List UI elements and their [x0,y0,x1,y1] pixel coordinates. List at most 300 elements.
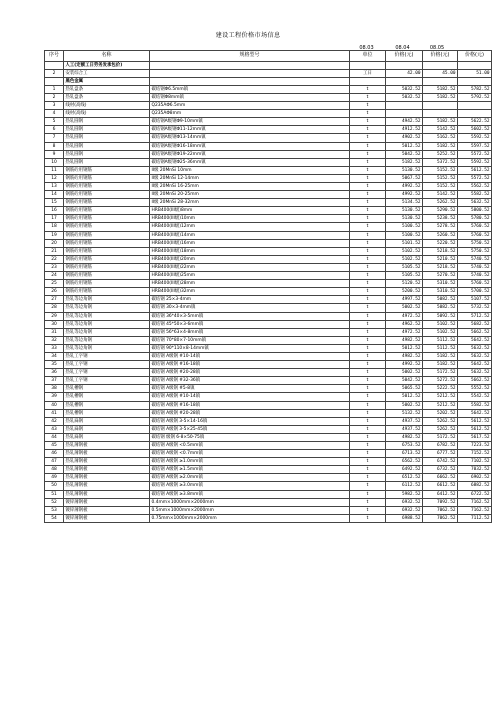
row-seq [45,61,64,69]
row-price-3: 5542.52 [458,393,492,401]
table-row [45,401,492,409]
row-price-1: 5002.52 [386,401,423,409]
row-price-2: 5152.52 [423,183,458,191]
row-price-3: 5750.52 [458,247,492,255]
row-spec: 碳结钢 A级钢 #16-18镇 [150,361,350,369]
row-unit: t [350,490,386,498]
row-price-1: 4937.52 [386,417,423,425]
row-price-3: 7032.52 [458,466,492,474]
row-unit: t [350,474,386,482]
row-name: 热轧工字钢 [64,361,150,369]
row-price-1: 6753.52 [386,442,423,450]
row-spec [150,69,350,77]
row-seq: 44 [45,433,64,441]
row-seq: 10 [45,158,64,166]
row-price-1: 5002.52 [386,369,423,377]
row-name: 热轧工字钢 [64,369,150,377]
row-price-1 [386,77,423,85]
row-price-1: 4992.52 [386,183,423,191]
row-name: 热轧圆钢 [64,158,150,166]
row-seq: 33 [45,344,64,352]
row-spec: 碳结钢 A级钢 #16-18镇 [150,401,350,409]
row-spec: 碳结钢 A级钢 #20-28镇 [150,369,350,377]
row-price-3: 5572.52 [458,150,492,158]
row-spec: HRB400(III级)10mm [150,215,350,223]
row-price-1: 4982.52 [386,433,423,441]
row-unit: t [350,482,386,490]
header-name: 名称 [64,51,150,62]
row-seq: 25 [45,280,64,288]
row-price-3: 5760.52 [458,280,492,288]
row-price-2: 5082.52 [423,296,458,304]
row-spec: Q235AΦ8mm [150,110,350,118]
row-seq: 8 [45,142,64,150]
row-name: 热轧扁钢 [64,425,150,433]
row-unit: t [350,320,386,328]
row-price-2: 45.00 [423,69,458,77]
row-unit: t [350,272,386,280]
row-unit: t [350,458,386,466]
row-seq [45,77,64,85]
row-price-3: 5612.52 [458,166,492,174]
row-name: 钢筋砼用钢筋 [64,288,150,296]
row-spec: II级 20MnSi 28-32mm [150,199,350,207]
row-price-2: 5202.52 [423,409,458,417]
row-name: 热轧薄钢板 [64,458,150,466]
row-name: 钢筋砼用钢筋 [64,223,150,231]
row-seq: 39 [45,393,64,401]
row-unit: 工日 [350,69,386,77]
row-unit: t [350,506,386,514]
table-row [45,393,492,401]
row-name: 热轧盘条 [64,93,150,101]
table-row [45,85,492,93]
table-row [45,110,492,118]
row-price-1: 5200.52 [386,288,423,296]
table-row [45,458,492,466]
row-seq: 34 [45,352,64,360]
row-spec: 碳结钢 A级钢 <0.5mm镇 [150,442,350,450]
row-name: 钢筋砼用钢筋 [64,231,150,239]
row-seq: 5 [45,118,64,126]
row-price-1: 6512.52 [386,474,423,482]
table-row [45,296,492,304]
row-name: 镀锌薄钢板 [64,514,150,522]
row-price-1: 6988.52 [386,514,423,522]
row-seq: 12 [45,174,64,182]
row-price-2: 6782.52 [423,442,458,450]
row-price-2: 5092.52 [423,312,458,320]
row-seq: 36 [45,369,64,377]
table-row [45,199,492,207]
row-price-2: 5162.52 [423,134,458,142]
row-seq: 9 [45,150,64,158]
row-unit: t [350,166,386,174]
row-price-2: 5252.52 [423,150,458,158]
row-price-3: 5612.52 [458,417,492,425]
row-unit: t [350,247,386,255]
row-price-3: 5642.52 [458,336,492,344]
row-unit: t [350,514,386,522]
row-price-2: 5238.52 [423,215,458,223]
row-price-3: 5612.52 [458,425,492,433]
row-unit: t [350,134,386,142]
row-name: 钢筋砼用钢筋 [64,215,150,223]
table-row [45,126,492,134]
table-row [45,482,492,490]
row-seq: 21 [45,247,64,255]
row-spec: 碳结钢 45*50×3-6mm镇 [150,320,350,328]
row-name: 镀锌薄钢板 [64,498,150,506]
row-price-2: 5152.52 [423,166,458,174]
row-seq: 49 [45,474,64,482]
row-price-1: 5042.52 [386,377,423,385]
row-price-2: 5372.52 [423,158,458,166]
table-row [45,361,492,369]
table-row [45,336,492,344]
row-price-2: 5310.52 [423,280,458,288]
row-spec: 碳结钢 A级钢 ≥2.0mm镇 [150,474,350,482]
row-unit: t [350,174,386,182]
row-unit: t [350,466,386,474]
row-price-2: 5220.52 [423,239,458,247]
row-name: 钢筋砼用钢筋 [64,239,150,247]
row-price-1: 5105.52 [386,272,423,280]
table-header-row [45,51,492,62]
row-price-2: 6777.52 [423,450,458,458]
row-name: 热轧等边角钢 [64,296,150,304]
row-seq: 41 [45,409,64,417]
row-price-3: 5700.52 [458,288,492,296]
row-price-2: 5102.52 [423,320,458,328]
row-spec [150,61,350,69]
header-seq: 序号 [45,51,64,62]
row-unit: t [350,199,386,207]
table-row [45,498,492,506]
row-name: 热轧圆钢 [64,118,150,126]
section-row [45,77,492,85]
row-price-1: 4912.52 [386,126,423,134]
row-price-1: 4972.52 [386,328,423,336]
row-spec: HRB400(III级)28mm [150,280,350,288]
row-name: 钢筋砼用钢筋 [64,183,150,191]
row-name: 热轧扁钢 [64,433,150,441]
row-unit: t [350,263,386,271]
row-seq: 14 [45,191,64,199]
header-price-2: 价格(元) [423,51,458,62]
row-price-2: 5182.52 [423,85,458,93]
table-row [45,344,492,352]
row-name: 热轧槽钢 [64,385,150,393]
row-price-3: 7223.52 [458,442,492,450]
row-name: 钢筋砼用钢筋 [64,174,150,182]
table-row [45,183,492,191]
row-seq: 15 [45,199,64,207]
row-spec: 碳结钢 90*110×8-14mm镇 [150,344,350,352]
row-price-2: 5142.52 [423,126,458,134]
row-unit: t [350,450,386,458]
row-unit: t [350,498,386,506]
row-name: 热轧圆钢 [64,134,150,142]
row-price-2: 5260.52 [423,231,458,239]
row-seq: 7 [45,134,64,142]
row-price-1: 4937.52 [386,425,423,433]
row-seq: 18 [45,223,64,231]
row-unit: t [350,288,386,296]
row-seq: 52 [45,498,64,506]
table-row [45,158,492,166]
row-price-2: 5142.52 [423,191,458,199]
row-price-1: 4992.52 [386,361,423,369]
row-seq: 16 [45,207,64,215]
table-row [45,312,492,320]
row-spec: HRB400(III级)20mm [150,255,350,263]
table-body [45,61,492,522]
row-unit: t [350,304,386,312]
row-price-2: 5182.52 [423,142,458,150]
row-spec: HRB400(III级)32mm [150,288,350,296]
row-price-1: 5130.52 [386,207,423,215]
row-spec: 碳结钢A级钢Φ25-36mm镇 [150,158,350,166]
row-price-3: 5107.52 [458,296,492,304]
row-unit: t [350,223,386,231]
row-seq: 40 [45,401,64,409]
row-price-1: 5065.52 [386,385,423,393]
row-price-2: 5182.52 [423,93,458,101]
row-price-1: 5130.52 [386,215,423,223]
row-price-3: 5732.52 [458,304,492,312]
row-spec: HRB400(III级)16mm [150,239,350,247]
date-header-1: 08.03 [359,45,374,51]
row-price-2: 5222.52 [423,385,458,393]
row-price-2: 6742.52 [423,458,458,466]
row-spec: HRB400(III级)22mm [150,263,350,271]
row-seq: 42 [45,417,64,425]
row-price-2 [423,110,458,118]
table-row [45,174,492,182]
row-spec: 碳结钢Φ6.5mm镇 [150,85,350,93]
row-unit: t [350,344,386,352]
row-unit: t [350,385,386,393]
page-title: 建设工程价格市场信息 [215,32,281,39]
row-unit: t [350,239,386,247]
table-row [45,328,492,336]
row-name: 热轧等边角钢 [64,312,150,320]
table-row [45,320,492,328]
table-row [45,272,492,280]
table-row [45,247,492,255]
row-price-3: 6902.52 [458,474,492,482]
row-name: 热轧等边角钢 [64,328,150,336]
row-unit: t [350,207,386,215]
date-header-2: 08.04 [395,45,410,51]
row-name: 热轧槽钢 [64,393,150,401]
row-price-2 [423,102,458,110]
row-price-1: 6932.52 [386,506,423,514]
row-spec: 碳结钢 A级钢 #10-14镇 [150,352,350,360]
row-unit: t [350,425,386,433]
row-spec: 碳结钢 36*40×3-5mm镇 [150,312,350,320]
row-name: 热轧圆钢 [64,142,150,150]
row-price-3: 6882.52 [458,482,492,490]
row-unit: t [350,377,386,385]
row-price-3: 5642.52 [458,361,492,369]
table-row [45,450,492,458]
row-price-2: 6662.52 [423,474,458,482]
row-price-1: 5067.52 [386,174,423,182]
row-price-3: 7162.52 [458,498,492,506]
row-price-1 [386,110,423,118]
header-spec: 规格型号 [150,51,350,62]
table-row [45,442,492,450]
row-price-3: 5682.52 [458,320,492,328]
row-seq: 46 [45,450,64,458]
row-price-3: 5750.52 [458,239,492,247]
row-name: 钢筋砼用钢筋 [64,191,150,199]
row-price-2: 6612.52 [423,482,458,490]
table-row [45,150,492,158]
row-unit: t [350,393,386,401]
row-price-1: 5032.52 [386,85,423,93]
row-price-3: 5592.52 [458,134,492,142]
row-price-3: 5632.52 [458,369,492,377]
row-name: 热轧等边角钢 [64,336,150,344]
row-name: 热轧薄钢板 [64,450,150,458]
row-price-3: 7102.52 [458,458,492,466]
row-unit: t [350,312,386,320]
row-unit: t [350,433,386,441]
row-price-2: 5182.52 [423,352,458,360]
row-price-3: 5662.52 [458,328,492,336]
row-spec: 0.4mm×1000mm×2000mm [150,498,350,506]
row-price-2: 5290.52 [423,207,458,215]
row-price-2: 5262.52 [423,199,458,207]
row-seq: 20 [45,239,64,247]
row-unit [350,61,386,69]
row-price-3: 5642.52 [458,409,492,417]
row-unit: t [350,417,386,425]
row-seq: 29 [45,312,64,320]
row-unit: t [350,85,386,93]
table-row [45,255,492,263]
row-price-3: 5800.52 [458,207,492,215]
row-price-2: 7062.52 [423,514,458,522]
table-row [45,69,492,77]
row-price-3: 5597.52 [458,142,492,150]
row-unit: t [350,150,386,158]
row-name: 热轧薄钢板 [64,466,150,474]
row-seq: 6 [45,126,64,134]
row-spec: HRB400(III级)25mm [150,272,350,280]
row-price-2: 5262.52 [423,417,458,425]
row-name: 热轧圆钢 [64,126,150,134]
table-row [45,142,492,150]
table-row [45,474,492,482]
table-row [45,102,492,110]
row-price-2: 6732.52 [423,466,458,474]
row-spec: 碳结钢A级钢Φ19-22mm镇 [150,150,350,158]
row-price-2: 5102.52 [423,328,458,336]
row-spec: II级 20MnSi 10mm [150,166,350,174]
row-seq: 19 [45,231,64,239]
row-name: 热轧扁钢 [64,417,150,425]
row-spec: 碳结钢 30×3-4mm镇 [150,304,350,312]
row-price-1: 4992.52 [386,191,423,199]
row-price-1: 5012.52 [386,142,423,150]
table-row [45,385,492,393]
row-spec: 碳结钢 25×3-4mm [150,296,350,304]
row-price-3: 5562.52 [458,183,492,191]
row-spec: 碳结钢A级钢Φ16-18mm镇 [150,142,350,150]
row-spec: 碳结钢 A级钢 <0.7mm镇 [150,450,350,458]
row-seq: 51 [45,490,64,498]
row-spec: 碳结钢 A级钢 #10-14镇 [150,393,350,401]
row-price-1: 4962.52 [386,320,423,328]
date-header-3: 08.05 [429,45,445,51]
row-name: 热轧薄钢板 [64,442,150,450]
row-price-1: 5132.52 [386,409,423,417]
row-price-2: 5112.52 [423,336,458,344]
row-price-2: 5212.52 [423,393,458,401]
row-price-3: 5572.52 [458,174,492,182]
row-price-2: 5272.52 [423,377,458,385]
row-name: 热轧工字钢 [64,352,150,360]
row-spec: II级 20MnSi 12-14mm [150,174,350,182]
row-spec: 碳结钢 A级钢 #20-28镇 [150,409,350,417]
row-unit: t [350,352,386,360]
row-seq: 2 [45,69,64,77]
row-spec: HRB400(III级)8mm [150,207,350,215]
row-unit: t [350,126,386,134]
row-spec: 碳结钢 A级钢 #5-8镇 [150,385,350,393]
row-spec: 碳结钢 级钢 6-8×50-75镇 [150,433,350,441]
row-price-1: 5100.52 [386,231,423,239]
row-name: 安装综合工 [64,69,150,77]
table-row [45,191,492,199]
row-price-3: 5760.52 [458,231,492,239]
row-name: 钢筋砼用钢筋 [64,280,150,288]
row-spec: 碳结钢A级钢Φ13-14mm镇 [150,134,350,142]
row-spec: 碳结钢 70*80×7-10mm镇 [150,336,350,344]
row-spec: 碳结钢 A级钢 #32-36镇 [150,377,350,385]
row-name: 热轧薄钢板 [64,482,150,490]
row-name: 人工(定额工日劳务发承包价) [64,61,150,69]
row-unit: t [350,401,386,409]
row-name: 热轧槽钢 [64,409,150,417]
row-price-1: 5012.52 [386,393,423,401]
row-price-1: 5102.52 [386,247,423,255]
header-price-1: 价格(元) [386,51,423,62]
row-price-1: 5982.52 [386,490,423,498]
row-price-1: 4942.52 [386,118,423,126]
row-price-2: 7092.52 [423,498,458,506]
row-spec: 碳结钢 A级钢 3-5×14-16镇 [150,417,350,425]
row-spec: 碳结钢A级钢Φ11-12mm镇 [150,126,350,134]
row-price-2: 5172.52 [423,369,458,377]
table-row [45,352,492,360]
row-price-3: 5740.52 [458,255,492,263]
row-spec: 碳结钢A级钢Φ9-10mm镇 [150,118,350,126]
table-row [45,490,492,498]
row-unit: t [350,215,386,223]
row-seq: 54 [45,514,64,522]
row-seq: 27 [45,296,64,304]
row-price-2: 5182.52 [423,118,458,126]
row-seq: 22 [45,255,64,263]
row-price-3 [458,102,492,110]
row-unit: t [350,158,386,166]
row-price-1: 5130.52 [386,166,423,174]
